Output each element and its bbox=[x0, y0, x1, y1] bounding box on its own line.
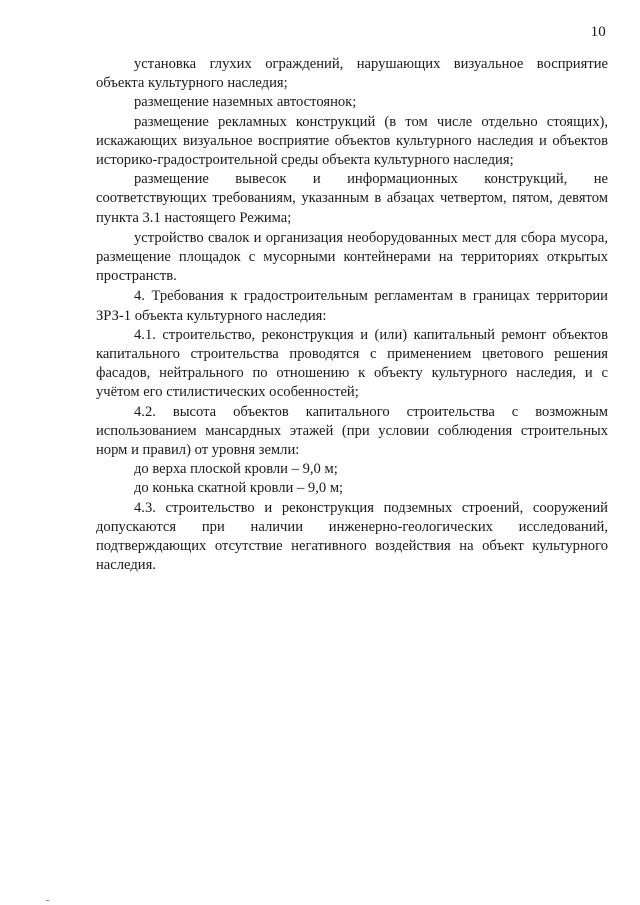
paragraph-advertising: размещение рекламных конструкций (в том числе отдельно стоящих), искажающих визуальное восприятие объектов культурного наследия и объектов историко-градостроительной среды объекта культурного наследия; bbox=[96, 113, 608, 169]
paragraph-4-3: 4.3. строительство и реконструкция подземных строений, сооружений допускаются при наличии инженерно-геологических исследований, подтверждающих отсутствие негативного воздействия на объект культурного наследия. bbox=[96, 499, 608, 574]
paragraph-parking: размещение наземных автостоянок; bbox=[134, 94, 357, 111]
document-body bbox=[96, 55, 608, 575]
page-number: 10 bbox=[590, 24, 606, 40]
paragraph-pitched-roof: до конька скатной кровли – 9,0 м; bbox=[134, 480, 344, 497]
paragraph-flat-roof: до верха плоской кровли – 9,0 м; bbox=[134, 461, 338, 478]
paragraph-fences: установка глухих ограждений, нарушающих визуальное восприятие объекта культурного наследия; bbox=[96, 56, 608, 92]
paragraph-4-2: 4.2. высота объектов капитального строительства с возможным использованием мансардных этажей (при условии соблюдения строительных норм и правил) от уровня земли: bbox=[96, 403, 608, 459]
paragraph-section-4: 4. Требования к градостроительным регламентам в границах территории ЗРЗ-1 объекта культурного наследия: bbox=[96, 288, 608, 324]
paragraph-signage: размещение вывесок и информационных конструкций, не соответствующих требованиям, указанным в абзацах четвертом, пятом, девятом пункта 3.1 настоящего Режима; bbox=[96, 171, 608, 226]
paragraph-waste: устройство свалок и организация необорудованных мест для сбора мусора, размещение площадок с мусорными контейнерами на территориях открытых пространств. bbox=[96, 229, 608, 285]
paragraph-4-1: 4.1. строительство, реконструкция и (или) капитальный ремонт объектов капитального строительства проводятся с применением цветового решения фасадов, нейтрального по отношению к объекту культурного наследия, и с учётом его стилистических особенностей; bbox=[96, 326, 608, 401]
scan-speck bbox=[46, 900, 49, 901]
